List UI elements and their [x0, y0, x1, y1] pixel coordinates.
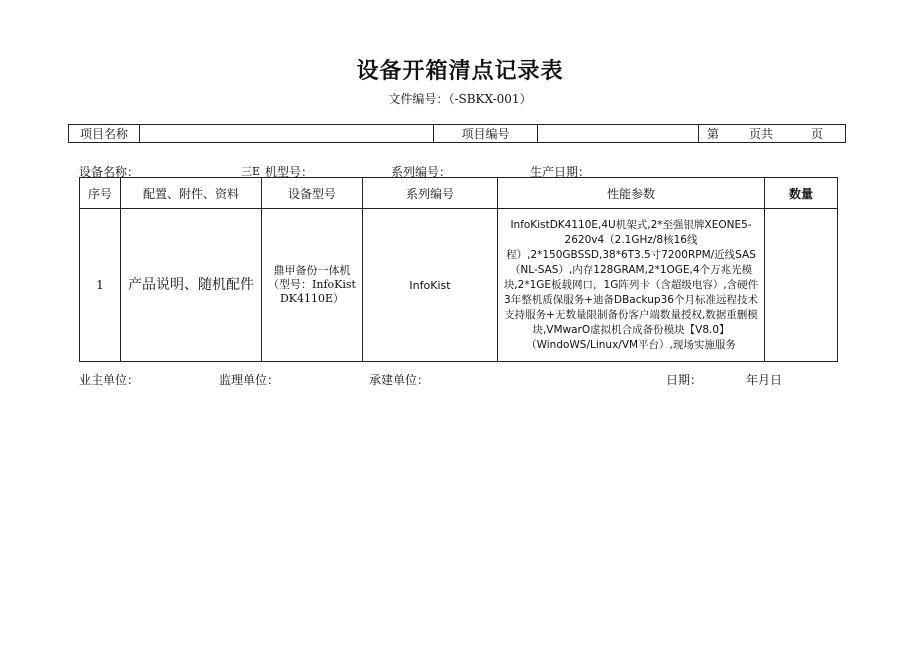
cell-quantity: [765, 209, 838, 362]
inventory-table: [79, 177, 838, 362]
device-model-label: 机型号：: [265, 165, 314, 179]
glitch-text: 三E: [241, 165, 261, 178]
project-number-value: [538, 125, 699, 143]
date-label: 日期：: [666, 373, 703, 387]
cell-model: 鼎甲备份一体机（型号：InfoKist DK4110E）: [262, 209, 363, 362]
document-number-value: （-SBKX-001）: [448, 92, 532, 106]
cell-performance: InfoKistDK4110E,4U机架式,2*至强银牌XEONE5-2620v4（2.1GHz/8核16线程）,2*150GBSSD,38*6T3.5寸7200RPM/近线SAS（NL-SAS）,内存128GRAM,2*1OGE,4个万兆光模块,2*1GE板载网口，1G阵列卡（含超级电容）,含硬件3年整机质保服务+迪备DBackup36个月标准远程技术支持服务+无数量限制备份客户端数量授权,数据重删模块,VMwarO虚拟机合成备份模块【V8.0】（WindoWS/Linux/VM平台）,现场实施服务: [498, 209, 765, 362]
header-performance: 性能参数: [498, 178, 765, 209]
cell-seq: 1: [80, 209, 121, 362]
header-seq: 序号: [80, 178, 121, 209]
cell-serial: InfoKist: [363, 209, 498, 362]
cell-accessories: 产品说明、随机配件: [121, 209, 262, 362]
project-name-value: [140, 125, 434, 143]
owner-unit-label: 业主单位：: [79, 373, 140, 387]
header-serial: 系列编号: [363, 178, 498, 209]
project-name-label: 项目名称: [69, 125, 140, 143]
table-header-row: [80, 178, 838, 209]
date-value: 年月日: [746, 373, 783, 387]
header-accessories: 配置、附件、资料: [121, 178, 262, 209]
document-number: [0, 90, 920, 107]
table-row: [80, 209, 838, 362]
project-row: [68, 124, 846, 143]
serial-number-label: 系列编号：: [391, 165, 452, 179]
supervisor-unit-label: 监理单位：: [219, 373, 280, 387]
production-date-label: 生产日期：: [530, 165, 591, 179]
page-prefix: 第: [707, 127, 720, 141]
header-model: 设备型号: [262, 178, 363, 209]
contractor-unit-label: 承建单位：: [369, 373, 430, 387]
project-number-label: 项目编号: [434, 125, 538, 143]
page-mid: 页共: [749, 127, 774, 141]
device-name-label: 设备名称：: [79, 165, 140, 179]
document-number-label: 文件编号：: [388, 92, 449, 106]
header-quantity: 数量: [765, 178, 838, 209]
page-suffix: 页: [811, 127, 824, 141]
page-title: 设备开箱清点记录表: [356, 59, 564, 84]
page-count: [699, 125, 846, 143]
